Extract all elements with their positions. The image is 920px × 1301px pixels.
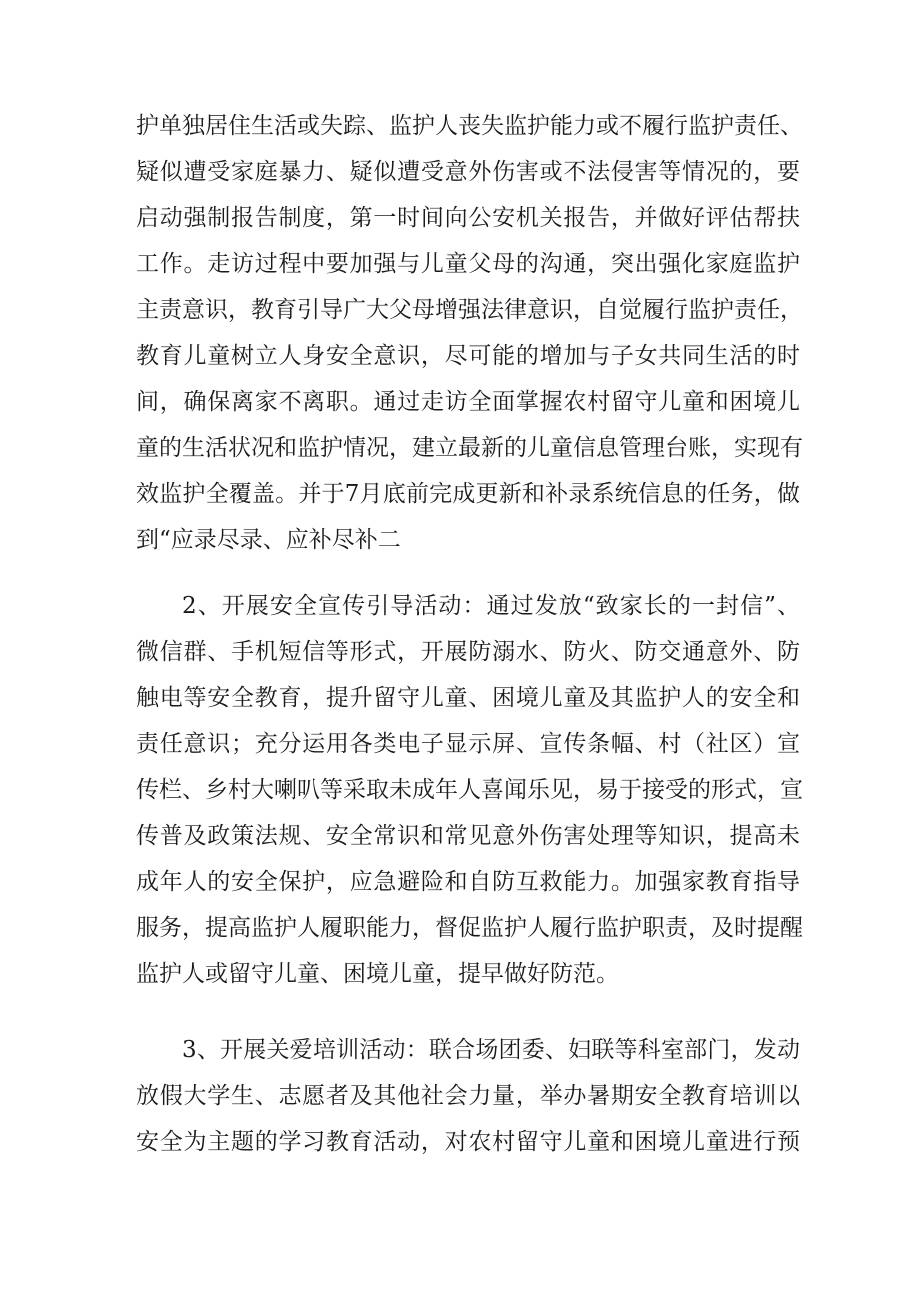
paragraph-line: 安全为主题的学习教育活动，对农村留守儿童和困境儿童进行预 [136,1129,800,1155]
paragraph-line: 监护人或留守儿童、困境儿童，提早做好防范。 [136,961,619,987]
paragraph-line: 间，确保离家不离职。通过走访全面掌握农村留守儿童和困境儿 [136,389,800,415]
paragraph-line: 微信群、手机短信等形式，开展防溺水、防火、防交通意外、防 [136,639,800,665]
paragraph-line: 工作。走访过程中要加强与儿童父母的沟通，突出强化家庭监护 [136,251,800,277]
paragraph-line: 到“应录尽录、应补尽补二 [136,527,401,553]
paragraph-line: 责任意识；充分运用各类电子显示屏、宣传条幅、村（社区）宣 [136,731,800,757]
paragraph-line: 成年人的安全保护，应急避险和自防互救能力。加强家教育指导 [136,869,800,895]
paragraph-line: 护单独居住生活或失踪、监护人丧失监护能力或不履行监护责任、 [136,113,803,139]
paragraph-care-training [136,1027,800,1165]
paragraph-line: 疑似遭受家庭暴力、疑似遭受意外伤害或不法侵害等情况的，要 [136,159,800,185]
paragraph-guardianship-visits [136,103,803,563]
paragraph-line: 效监护全覆盖。并于7月底前完成更新和补录系统信息的任务，做 [136,481,800,507]
paragraph-line: 2、开展安全宣传引导活动：通过发放“致家长的一封信”、 [182,593,800,619]
paragraph-line: 传普及政策法规、安全常识和常见意外伤害处理等知识，提高未 [136,823,800,849]
paragraph-line: 放假大学生、志愿者及其他社会力量，举办暑期安全教育培训以 [136,1083,800,1109]
paragraph-line: 启动强制报告制度，第一时间向公安机关报告，并做好评估帮扶 [136,205,800,231]
paragraph-line: 传栏、乡村大喇叭等采取未成年人喜闻乐见，易于接受的形式，宣 [136,777,803,803]
paragraph-line: 服务，提高监护人履职能力，督促监护人履行监护职责，及时提醒 [136,915,803,941]
paragraph-line: 教育儿童树立人身安全意识，尽可能的增加与子女共同生活的时 [136,343,800,369]
paragraph-safety-publicity [136,583,803,997]
paragraph-line: 触电等安全教育，提升留守儿童、困境儿童及其监护人的安全和 [136,685,800,711]
paragraph-line: 3、开展关爱培训活动：联合场团委、妇联等科室部门，发动 [182,1037,800,1063]
paragraph-line: 童的生活状况和监护情况，建立最新的儿童信息管理台账，实现有 [136,435,803,461]
paragraph-line: 主责意识，教育引导广大父母增强法律意识，自觉履行监护责任， [136,297,803,323]
